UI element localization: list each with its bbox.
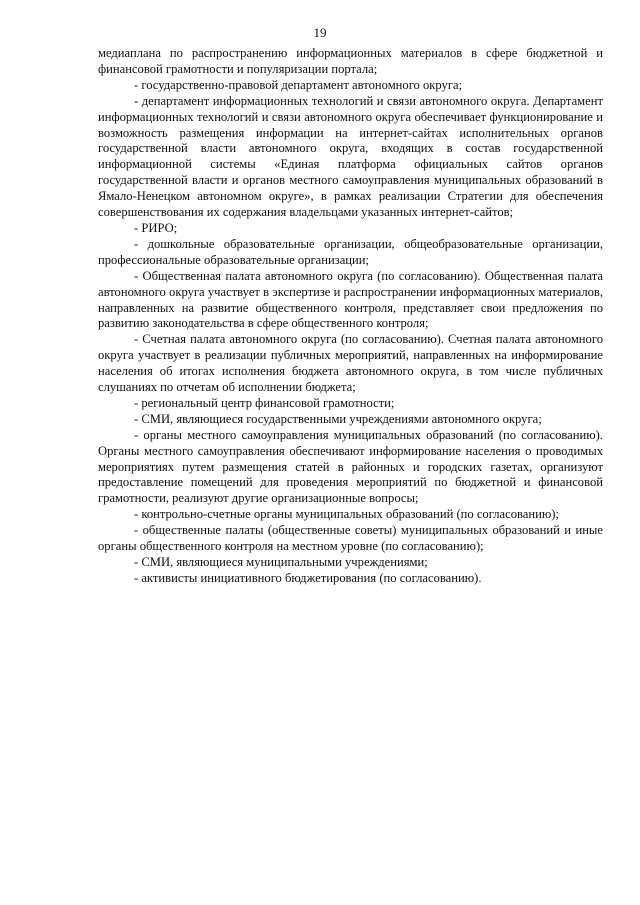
list-item-riro: - РИРО; — [134, 220, 178, 235]
list-item-accounts-chamber: - Счетная палата автономного округа (по согласованию). Счетная палата автономного округа участвует в реализации публичных мероприятий, направленных на информирование населения об итогах исполнения бюджета автономного округа, в том числе публичных слушаниях по отчетам об исполнении бюджета; — [98, 332, 603, 395]
list-item-educational-organizations: - дошкольные образовательные организации, общеобразовательные организации, профессиональные образовательные организации; — [98, 236, 603, 267]
list-item-state-media: - СМИ, являющиеся государственными учреждениями автономного округа; — [134, 411, 542, 426]
list-item-public-chamber: - Общественная палата автономного округа (по согласованию). Общественная палата автономного округа участвует в экспертизе и распространении информационных материалов, направленных на развитие общественного контроля, представляет свои предложения по развитию законодательства в сфере общественного контроля; — [98, 268, 603, 331]
list-item-financial-literacy-center: - региональный центр финансовой грамотности; — [134, 395, 395, 410]
paragraph-mediaplan-continuation: медиаплана по распространению информационных материалов в сфере бюджетной и финансовой грамотности и популяризации портала; — [98, 46, 603, 76]
list-item-municipal-media: - СМИ, являющиеся муниципальными учреждениями; — [134, 555, 428, 569]
list-item-it-department: - департамент информационных технологий и связи автономного округа. Департамент информационных технологий и связи автономного округа обеспечивает функционирование и возможность размещения информации на интернет-сайтах исполнительных органов государственной власти автономного округа, входящих в состав государственной информационной системы «Единая платформа официальных сайтов органов государственной власти и органов местного самоуправления муниципальных образований в Ямало-Ненецком автономном округе», в рамках реализации Стратегии для обеспечения совершенствования их содержания владельцами указанных интернет-сайтов; — [98, 93, 603, 220]
list-item-municipal-public-chambers: - общественные палаты (общественные советы) муниципальных образований и иные органы общественного контроля на местном уровне (по согласованию); — [98, 523, 603, 554]
list-item-budgeting-activists: - активисты инициативного бюджетирования (по согласованию). — [134, 570, 482, 585]
page-number: 19 — [313, 25, 327, 40]
document-body — [98, 46, 603, 587]
list-item-legal-department: - государственно-правовой департамент автономного округа; — [134, 77, 463, 92]
list-item-municipal-audit-bodies: - контрольно-счетные органы муниципальных образований (по согласованию); — [134, 507, 559, 522]
list-item-local-government: - органы местного самоуправления муниципальных образований (по согласованию). Органы местного самоуправления обеспечивают информирование населения о проводимых мероприятиях путем размещения статей в районных и городских газетах, организуют предоставление помещений для проведения мероприятий по бюджетной и финансовой грамотности, реализуют другие организационные вопросы; — [98, 427, 603, 506]
